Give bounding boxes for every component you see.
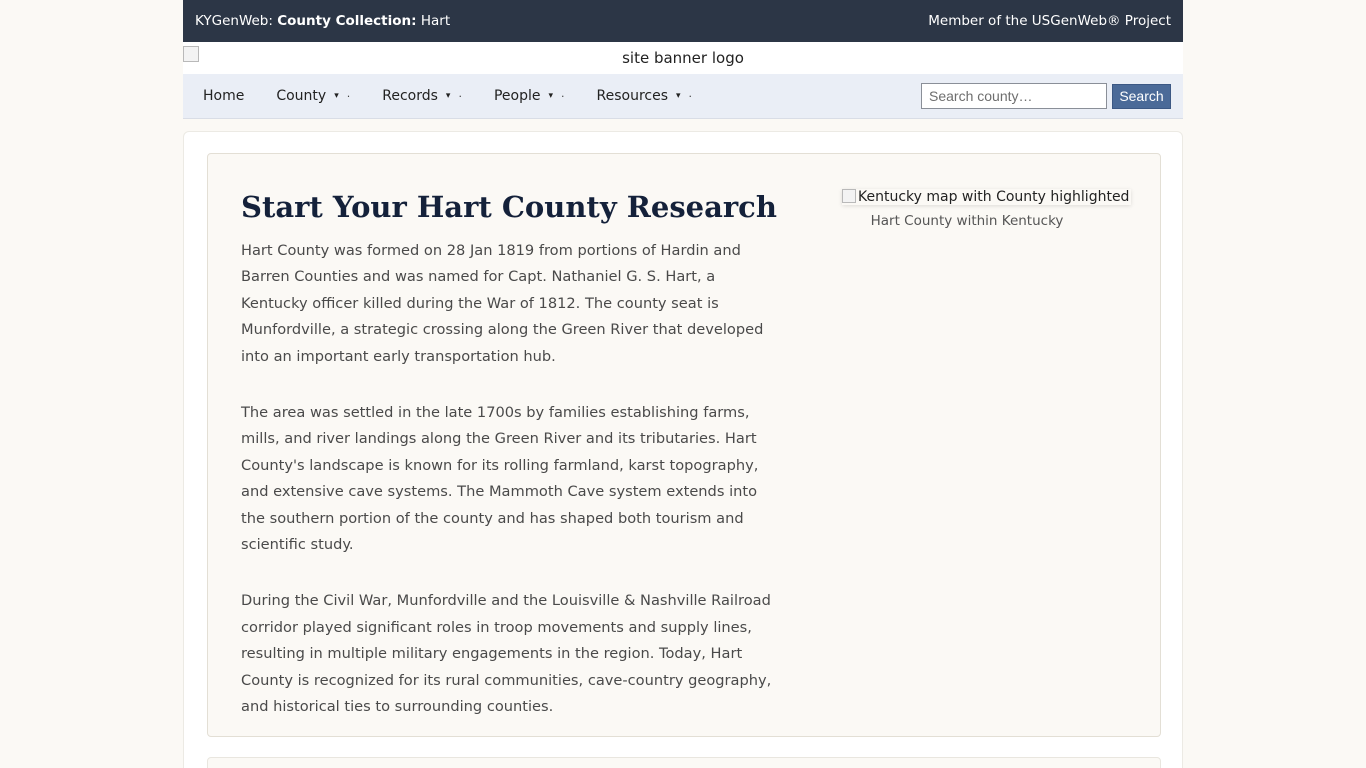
caret-down-icon: ▾ bbox=[334, 91, 339, 101]
dot-separator: · bbox=[688, 89, 693, 103]
broken-image-icon bbox=[183, 46, 199, 62]
nav-home[interactable] bbox=[203, 88, 244, 104]
dot-separator: · bbox=[458, 89, 462, 103]
intro-paragraph: During the Civil War, Munfordville and the Louisville & Nashville Railroad corridor played significant roles in troop movements and supply lines, resulting in multiple military engagements in the region. Today, Hart County is recognized for its rural communities, cave-country geography, and historical ties to surrounding counties. bbox=[241, 592, 772, 716]
page-wrapper bbox=[183, 0, 1183, 716]
intro-paragraph: The area was settled in the late 1700s by families establishing farms, mills, and river landings along the Green River and its tributaries. Hart County's landscape is known for its rolling farmland, karst topography, and extensive cave systems. The Mammoth Cave system extends into the southern portion of the county and has shaped both tourism and scientific study. bbox=[241, 404, 759, 554]
nav-county-label: County bbox=[276, 88, 327, 104]
usgenweb-member-link[interactable]: Member of the USGenWeb® Project bbox=[928, 13, 1171, 29]
nav-records-label: Records bbox=[382, 88, 438, 104]
map-alt-text: Kentucky map with County highlighted bbox=[858, 189, 1130, 205]
site-banner[interactable] bbox=[183, 42, 1183, 74]
collection-label: County Collection: bbox=[277, 13, 417, 29]
dot-separator: · bbox=[561, 89, 565, 103]
main-navigation bbox=[183, 74, 1183, 119]
page-title: Start Your Hart County Research bbox=[241, 190, 777, 224]
nav-people-dropdown[interactable] bbox=[494, 88, 565, 104]
caret-down-icon: ▾ bbox=[676, 91, 681, 101]
nav-resources-label: Resources bbox=[596, 88, 668, 104]
search-input[interactable] bbox=[921, 83, 1107, 109]
broken-image-icon bbox=[842, 189, 856, 203]
site-name[interactable]: KYGenWeb: bbox=[195, 13, 273, 29]
search-button[interactable]: Search bbox=[1112, 84, 1171, 109]
caret-down-icon: ▾ bbox=[445, 91, 451, 101]
map-caption: Hart County within Kentucky bbox=[870, 213, 1064, 229]
dot-separator: · bbox=[346, 89, 351, 103]
nav-resources-dropdown[interactable] bbox=[597, 88, 693, 104]
caret-down-icon: ▾ bbox=[548, 91, 553, 101]
nav-home-label: Home bbox=[203, 88, 245, 104]
banner-alt-text: site banner logo bbox=[622, 49, 744, 67]
nav-county-dropdown[interactable] bbox=[276, 88, 350, 104]
secondary-panel bbox=[207, 757, 1161, 768]
site-breadcrumb bbox=[195, 13, 450, 29]
intro-panel bbox=[207, 153, 1161, 737]
county-map-figure bbox=[842, 186, 1130, 229]
top-bar bbox=[183, 0, 1183, 42]
intro-paragraph: Hart County was formed on 28 Jan 1819 from portions of Hardin and Barren Counties and was named for Capt. Nathaniel G. S. Hart, a Kentucky officer killed during the War of 1812. The county seat is Munfordville, a strategic crossing along the Green River that developed into an important early transportation hub. bbox=[241, 242, 764, 365]
county-name: Hart bbox=[420, 13, 451, 29]
nav-people-label: People bbox=[493, 88, 541, 104]
search-form bbox=[921, 83, 1171, 109]
intro-text bbox=[241, 238, 781, 751]
kentucky-map-image bbox=[842, 189, 1131, 205]
nav-records-dropdown[interactable] bbox=[382, 88, 462, 104]
content-card bbox=[183, 131, 1183, 768]
